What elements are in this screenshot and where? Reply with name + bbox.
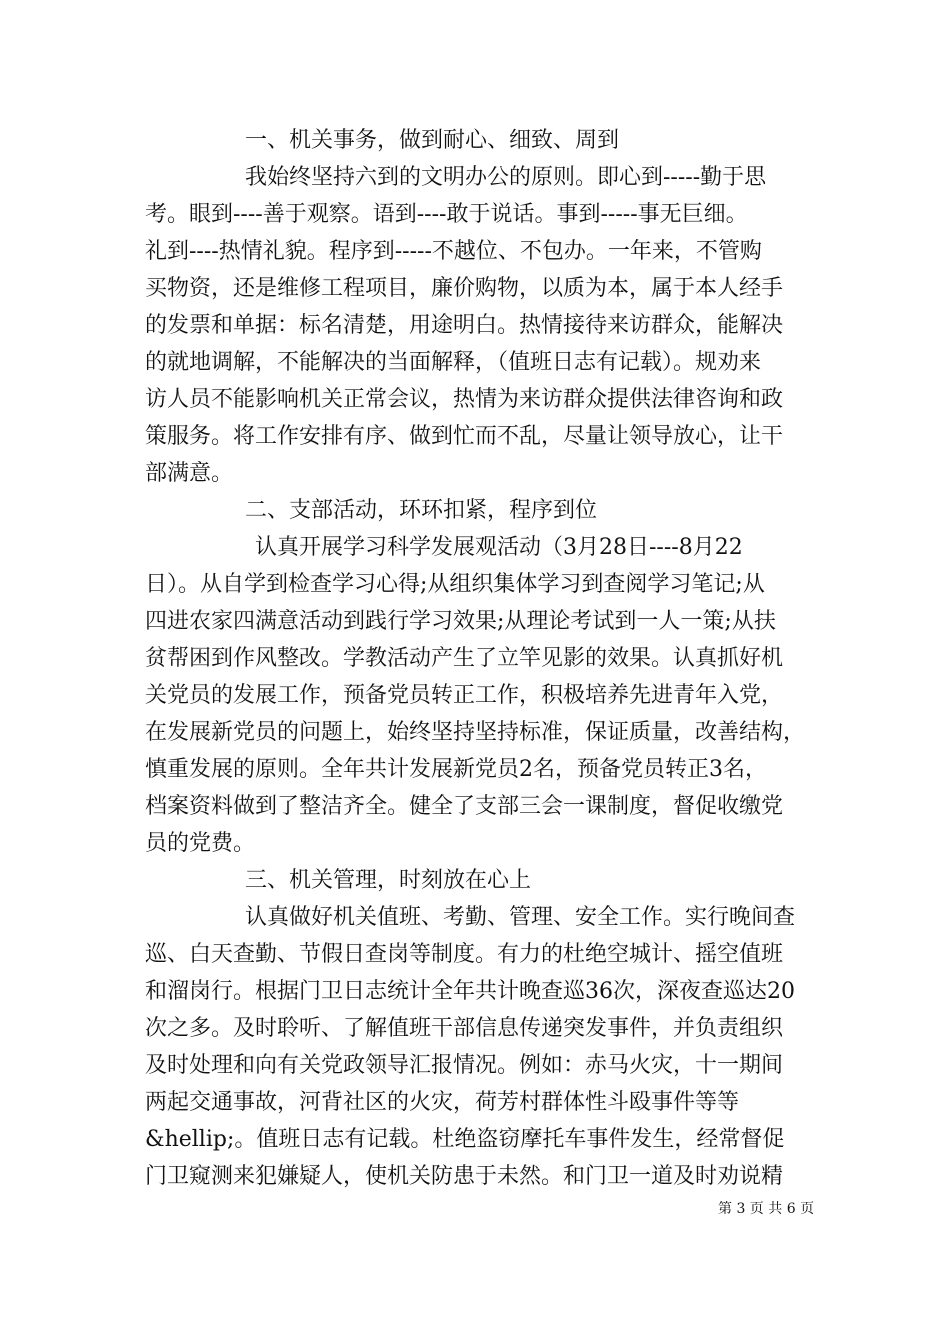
section-3-line-5: 及时处理和向有关党政领导汇报情况。例如：赤马火灾，十一期间 xyxy=(145,1053,784,1078)
section-2-heading: 二、支部活动，环环扣紧，程序到位 xyxy=(245,498,598,523)
section-2-line-2: 日）。从自学到检查学习心得;从组织集体学习到查阅学习笔记;从 xyxy=(145,572,765,597)
section-1-line-2: 考。眼到----善于观察。语到----敢于说话。事到-----事无巨细。 xyxy=(145,202,748,227)
section-2-line-9: 员的党费。 xyxy=(145,831,256,856)
section-1-line-5: 的发票和单据：标名清楚，用途明白。热情接待来访群众，能解决 xyxy=(145,313,784,338)
page-number-footer: 第 3 页 共 6 页 xyxy=(718,1201,815,1217)
section-3-heading: 三、机关管理，时刻放在心上 xyxy=(245,868,532,893)
section-2-line-3: 四进农家四满意活动到践行学习效果;从理论考试到一人一策;从扶 xyxy=(145,609,776,634)
section-3-line-8: 门卫窥测来犯嫌疑人，使机关防患于未然。和门卫一道及时劝说精 xyxy=(145,1164,784,1189)
section-1-heading: 一、机关事务，做到耐心、细致、周到 xyxy=(245,128,620,153)
section-1-line-6: 的就地调解，不能解决的当面解释，（值班日志有记载）。规劝来 xyxy=(145,350,762,375)
section-3-line-7: &hellip;。值班日志有记载。杜绝盗窃摩托车事件发生，经常督促 xyxy=(145,1127,785,1152)
section-2-line-1: 认真开展学习科学发展观活动（3月28日----8月22 xyxy=(255,535,743,560)
section-1-line-7: 访人员不能影响机关正常会议，热情为来访群众提供法律咨询和政 xyxy=(145,387,784,412)
section-2-line-5: 关党员的发展工作，预备党员转正工作，积极培养先进青年入党， xyxy=(145,683,784,708)
section-1-line-9: 部满意。 xyxy=(145,461,234,486)
section-1-line-3: 礼到----热情礼貌。程序到-----不越位、不包办。一年来，不管购 xyxy=(145,239,762,264)
section-2-line-6: 在发展新党员的问题上，始终坚持坚持标准，保证质量，改善结构， xyxy=(145,720,806,745)
section-3-line-6: 两起交通事故，河背社区的火灾，荷芳村群体性斗殴事件等等 xyxy=(145,1090,740,1115)
section-3-line-4: 次之多。及时聆听、了解值班干部信息传递突发事件，并负责组织 xyxy=(145,1016,784,1041)
section-3-line-2: 巡、白天查勤、节假日查岗等制度。有力的杜绝空城计、摇空值班 xyxy=(145,942,784,967)
section-1-line-4: 买物资，还是维修工程项目，廉价购物，以质为本，属于本人经手 xyxy=(145,276,784,301)
section-2-line-8: 档案资料做到了整洁齐全。健全了支部三会一课制度，督促收缴党 xyxy=(145,794,784,819)
section-2-line-4: 贫帮困到作风整改。学教活动产生了立竿见影的效果。认真抓好机 xyxy=(145,646,784,671)
section-2-line-7: 慎重发展的原则。全年共计发展新党员2名，预备党员转正3名， xyxy=(145,757,767,782)
section-3-line-3: 和溜岗行。根据门卫日志统计全年共计晚查巡36次，深夜查巡达20 xyxy=(145,979,795,1004)
section-1-line-8: 策服务。将工作安排有序、做到忙而不乱，尽量让领导放心，让干 xyxy=(145,424,784,449)
section-1-line-1: 我始终坚持六到的文明办公的原则。即心到-----勤于思 xyxy=(245,165,767,190)
section-3-line-1: 认真做好机关值班、考勤、管理、安全工作。实行晚间查 xyxy=(245,905,796,930)
